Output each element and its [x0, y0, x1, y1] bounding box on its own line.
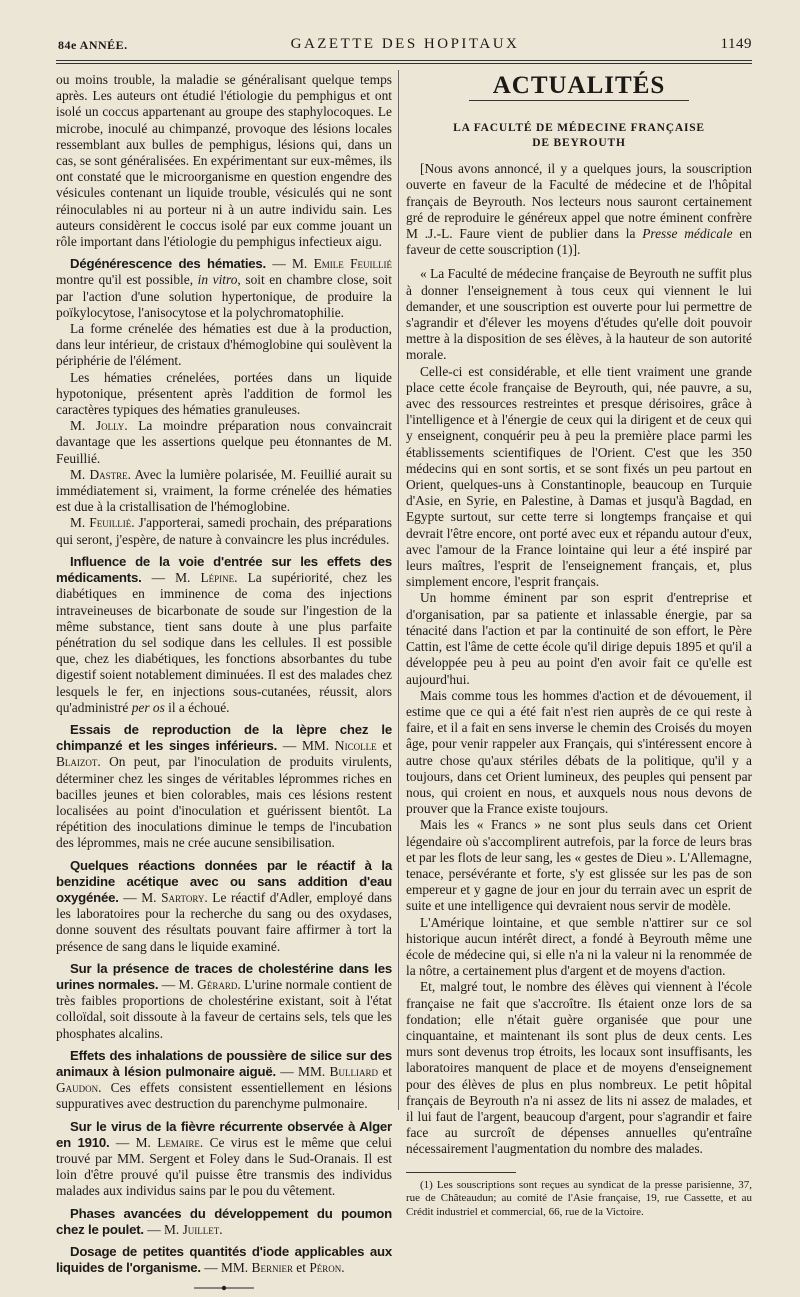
paragraph: Les hématies crénelées, portées dans un liquide hypotonique, présentent après l'addition de formol les caractères typiques des hématies granuleuses. — [56, 369, 392, 418]
intro-paragraph: [Nous avons annoncé, il y a quelques jours, la souscription ouverte en faveur de la Faculté de médecine et de l'hôpital français de Beyrouth. Nos lecteurs nous sauront certainement gré de reproduire le généreux appel que notre éminent confrère M .J.-L. Faure vient de publier dans la Presse médicale en faveur de cette souscription (1)]. — [406, 161, 752, 258]
report-cholesterine: Sur la présence de traces de cholestérine dans les urines normales. — M. Gérard. L'urine normale contient de très faibles proportions de cholestérine existant, soit à l'état colloïdal, soit dissoute à la faveur de certains sels, tels que les phosphates alcalins. — [56, 960, 392, 1041]
author-name: Lépine — [200, 570, 235, 586]
author-name: Feuillié — [89, 515, 132, 531]
author-name: Péron — [309, 1260, 342, 1276]
paragraph: M. Dastre. Avec la lumière polarisée, M. Feuillié aurait su immédiatement si, vraiment, la forme crénelée des hématies est due à la cristallisation de l'hémoglobine. — [56, 466, 392, 515]
report-silice: Effets des inhalations de poussière de silice sur des animaux à lésion pulmonaire aiguë. — MM. Bulliard et Gaudon. Ces effets consistent essentiellement en lésions suppuratives avec destruction du parenchyme pulmonaire. — [56, 1047, 392, 1112]
report-heading: Dégénérescence des hématies. — [70, 256, 267, 272]
report-poumon-poulet: Phases avancées du développement du poumon chez le poulet. — M. Juillet. — [56, 1205, 392, 1237]
article-title: LA FACULTÉ DE MÉDECINE FRANÇAISE DE BEYROUTH — [453, 122, 705, 150]
report-heading: Influence de la voie d'entrée sur les effets des médicaments. — [56, 553, 392, 586]
report-degenerescence: Dégénérescence des hématies. — M. Emile Feuillié montre qu'il est possible, in vitro, soit en chambre close, soit par l'action d'une solution hypertonique, de produire la poïkylocytose, l'anisocytose et la polychromatophilie. — [56, 256, 392, 320]
left-column — [56, 72, 392, 1297]
author-name: Bulliard — [329, 1063, 378, 1079]
column-divider — [398, 70, 399, 1110]
author-name: Bernier — [251, 1260, 293, 1276]
report-fievre-recurrente: Sur le virus de la fièvre récurrente observée à Alger en 1910. — M. Lemaire. Ce virus est le même que celui trouvé par MM. Sergent et Foley dans le Sud-Oranais. Il est loin d'être prouvé qu'il puisse être transmis des individus malades aux individus sains par le pou du vêtement. — [56, 1118, 392, 1199]
author-name: Emile Feuillié — [313, 256, 392, 272]
report-benzidine: Quelques réactions données par le réactif à la benzidine acétique avec ou sans addition d'eau oxygénée. — M. Sartory. Le réactif d'Adler, employé dans les laboratoires pour la recherche du sang ou des oxydases, donne souvent des résultats pouvant faire affirmer à tort la présence de sang dans le liquide examiné. — [56, 857, 392, 954]
report-heading: Sur la présence de traces de cholestérine dans les urines normales. — [56, 960, 392, 992]
report-heading: Effets des inhalations de poussière de silice sur des animaux à lésion pulmonaire aiguë. — [56, 1047, 392, 1079]
report-heading: Dosage de petites quantités d'iode applicables aux liquides de l'organisme. — [56, 1244, 392, 1276]
header-rule — [56, 60, 752, 61]
page-number: 1149 — [720, 36, 752, 52]
author-name: Dastre — [89, 466, 128, 482]
author-name: Gaudon — [56, 1080, 99, 1096]
end-ornament — [56, 1280, 392, 1296]
report-lepre: Essais de reproduction de la lèpre chez le chimpanzé et les singes inférieurs. — MM. Nicolle et Blaizot. On peut, par l'inoculation de produits virulents, déterminer chez les singes de véritables léprommes riches en bacilles jeunes et bien colorables, mais ces lésions restent localisées au point d'inoculation et guérissent bientôt. La répétition des inoculations diminue le temps de l'incubation des léprommes, mais ne crée aucune sensibilisation. — [56, 721, 393, 851]
header-rule-2 — [56, 63, 752, 64]
report-heading: Quelques réactions données par le réactif à la benzidine acétique avec ou sans addition d'eau oxygénée. — [56, 857, 392, 905]
report-heading: Essais de reproduction de la lèpre chez le chimpanzé et les singes inférieurs. — [56, 721, 392, 754]
author-name: Gérard — [197, 976, 238, 992]
paragraph: Un homme éminent par son esprit d'entreprise et d'organisation, par sa patiente et inlassable énergie, par sa ténacité dans l'action et par la continuité de son effort, le Père Cattin, est l'âme de cette école qu'il dirige depuis 1895 et qu'il a développée peu à peu au point d'en avoir fait ce qu'elle est aujourd'hui. — [406, 590, 752, 687]
footnote: (1) Les souscriptions sont reçues au syndicat de la presse parisienne, 37, rue de Châteaudun; au comité de l'Asie française, 19, rue Cassette, et au Crédit industriel et commercial, 66, rue de la Victoire. — [406, 1178, 752, 1218]
page-header — [58, 36, 752, 56]
section-rule — [469, 100, 689, 101]
right-column — [406, 72, 752, 1219]
author-name: Blaizot — [56, 754, 98, 770]
paragraph: M. Feuillié. J'apporterai, samedi prochain, des préparations qui seront, j'espère, de nature à convaincre les plus incrédules. — [56, 515, 392, 547]
paragraph: Celle-ci est considérable, et elle tient vraiment une grande place cette école française de Beyrouth, qui, née pauvre, a su, avec des ressources restreintes et presque dérisoires, grâce à l'intelligence et à l'énergie de ceux qui la dirigent et de ceux qui y enseignent, conquérir peu à peu la première place parmi les établissements scientifiques de l'Orient. C'est que les 350 médecins qui en sont sortis, et se sont fixés un peu partout en Orient, quelques-uns à Constantinople, beaucoup en Turquie d'Asie, en Syrie, en Palestine, à Damas et jusqu'à Bagdad, en Egypte surtout, sur cette terre si longtemps française et qui devrait l'être encore, ont porté avec eux et répandu autour d'eux, avec l'amour de la France lointaine qui leur a été inspiré par leurs maîtres, l'esprit de l'enseignement français, et, plus simplement encore, l'esprit français. — [406, 363, 752, 590]
author-name: Nicolle — [334, 738, 377, 754]
paragraph: Et, malgré tout, le nombre des élèves qui viennent à l'école française ne fait que s'accroître. Ils étaient onze lors de sa fondation; elle n'était guère organisée que pour une cinquantaine, et maintenant ils sont plus de deux cents. Les murs sont devenus trop étroits, les locaux sont insuffisants, les laboratoires manquent de place et de moyens d'enseignement pour des élèves de plus en plus nombreux. Le petit hôpital français de Beyrouth n'a ni assez de lits ni assez de malades, et il lui faut de l'argent, beaucoup d'argent, pour s'agrandir et faire face au surcroît de dépenses annuelles qu'entraîne nécessairement l'augmentation du nombre des malades. — [406, 979, 752, 1157]
paragraph: « La Faculté de médecine française de Beyrouth ne suffit plus à donner l'enseignement à tous ceux qui viennent le lui demander, et une souscription est ouverte pour lui permettre de s'agrandir et d'élever les moyens d'études qu'elle doit pouvoir mettre à la disposition de ses élèves, à la hauteur de son autorité morale. — [406, 266, 752, 363]
paragraph: Mais comme tous les hommes d'action et de dévouement, il estime que ce qui a été fait n'est rien auprès de ce qui reste à faire, et il a fait en sens inverse le chemin des Croisés du moyen âge, pour venir rappeler aux Français, qui s'intéressent encore à autre chose qu'aux stériles débats de la politique, qu'il y a toujours, dans cet Orient lumineux, des peuples qui pensent par nous, qui croient en nous, et auxquels nous nous devons de prouver que la France existe toujours. — [406, 687, 752, 817]
year-label: 84e ANNÉE. — [58, 38, 128, 52]
report-voie-entree: Influence de la voie d'entrée sur les effets des médicaments. — M. Lépine. La supériorité, chez les diabétiques en imminence de coma des injections intraveineuses de bicarbonate de soude sur l'ingestion de la même substance, tient sans doute à une plus parfaite pénétration du sel sodique dans les cellules. Il est possible que, chez les diabétiques, les fonctions absorbantes du tube digestif soient notablement diminuées. Il est des malades chez lesquels le fer, en injections sous-cutanées, réussit, alors qu'administré per os il a échoué. — [56, 553, 392, 715]
author-name: Lemaire — [157, 1134, 200, 1150]
author-name: Sartory — [161, 889, 205, 905]
paragraph: M. Jolly. La moindre préparation nous convaincrait davantage que les assertions quelque peu étonnantes de M. Feuillié. — [56, 418, 392, 466]
footnote-rule — [406, 1172, 516, 1173]
author-name: Jolly — [95, 418, 125, 434]
report-dosage-iode: Dosage de petites quantités d'iode applicables aux liquides de l'organisme. — MM. Bernier et Péron. — [56, 1244, 392, 1276]
report-heading: Phases avancées du développement du poumon chez le poulet. — [56, 1205, 392, 1237]
paragraph: L'Amérique lointaine, et que semble n'attirer sur ce sol historique aucun intérêt direct, a fondé à Beyrouth même une école de médecine qui, si elle n'a ni la valeur ni la renommée de la nôtre, a certainement plus d'argent et de moyens d'action. — [406, 914, 752, 979]
paragraph: La forme crénelée des hématies est due à la production, dans leur intérieur, de cristaux d'hémoglobine qui soulèvent la périphérie de l'élément. — [56, 321, 392, 369]
journal-title: GAZETTE DES HOPITAUX — [290, 36, 520, 52]
report-heading: Sur le virus de la fièvre récurrente observée à Alger en 1910. — [56, 1118, 392, 1150]
continued-paragraph: ou moins trouble, la maladie se généralisant quelque temps après. Les auteurs ont étudié l'étiologie du pemphigus et ont isolé un coccus appartenant au groupe des staphylocoques. Le microbe, inoculé au chimpanzé, provoque des lésions locales ressemblant aux bulles de pemphigus, lésions qui, dans un cas, se sont généralisées. En expérimentant sur eux-mêmes, ils ont constaté que le microorganisme en question engendre des vésicules contenant un liquide trouble, vésiculés qui ne sont réinoculables ni au porteur ni à un autre individu sain. Les auteurs considèrent le coccus isolé par eux comme jouant un rôle important dans l'étiologie du pemphigus infectieux aigu. — [56, 72, 392, 250]
author-name: Juillet — [182, 1221, 220, 1237]
paragraph: Mais les « Francs » ne sont plus seuls dans cet Orient légendaire où s'accomplirent autrefois, par la force de leurs bras et par les flots de leur sang, les « gestes de Dieu ». L'Allemagne, tenace, persévérante et forte, s'y est glissée sur les pas de son empereur et y gagne de jour en jour du terrain avec un esprit de suite et une intelligence qui devraient nous servir de modèle. — [406, 817, 753, 914]
journal-name: Presse médicale — [642, 226, 733, 242]
section-title: ACTUALITÉS — [492, 72, 666, 99]
